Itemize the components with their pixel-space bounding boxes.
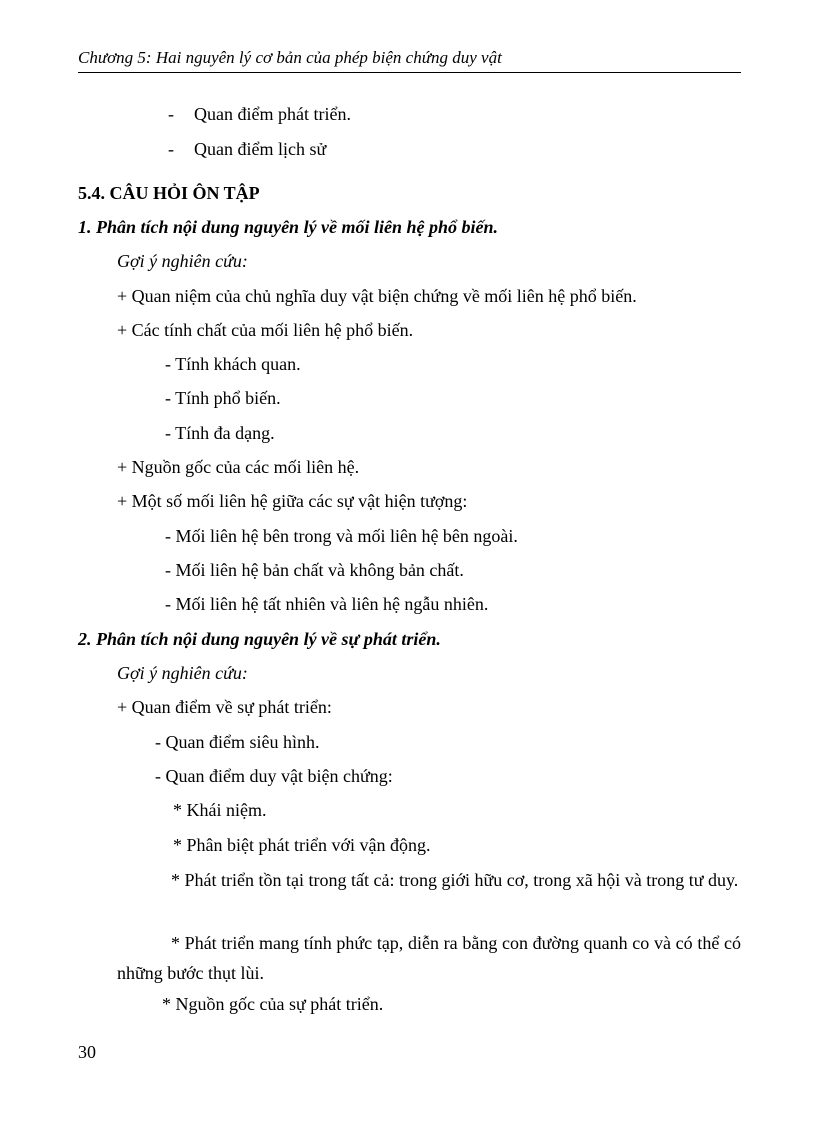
section-title: 5.4. CÂU HỎI ÔN TẬP — [78, 183, 260, 203]
list-item: - Tính khách quan. — [165, 354, 301, 374]
list-item: - Quan điểm duy vật biện chứng: — [155, 766, 393, 786]
list-item: - Tính phổ biến. — [165, 388, 281, 408]
sub-item: * Khái niệm. — [173, 800, 267, 820]
list-item: - Mối liên hệ bản chất và không bản chất. — [165, 560, 464, 580]
page-number: 30 — [78, 1042, 96, 1062]
list-item-text: Quan điểm phát triển. — [194, 104, 351, 124]
question-1-point: + Quan niệm của chủ nghĩa duy vật biện chứng về mối liên hệ phổ biến. — [117, 286, 637, 306]
question-1-hint: Gợi ý nghiên cứu: — [117, 251, 248, 271]
paragraph: * Phát triển tồn tại trong tất cả: trong giới hữu cơ, trong xã hội và trong tư duy. — [171, 870, 739, 890]
list-item: - Quan điểm phát triển. — [168, 104, 351, 124]
list-item: - Quan điểm lịch sử — [168, 139, 327, 159]
sub-item: * Phân biệt phát triển với vận động. — [173, 835, 431, 855]
list-item-text: Quan điểm lịch sử — [194, 139, 327, 159]
list-item: - Tính đa dạng. — [165, 423, 275, 443]
question-1-point: + Nguồn gốc của các mối liên hệ. — [117, 457, 360, 477]
question-2-title: 2. Phân tích nội dung nguyên lý về sự phát triển. — [78, 629, 441, 649]
list-item: - Mối liên hệ bên trong và mối liên hệ bên ngoài. — [165, 526, 518, 546]
question-2-hint: Gợi ý nghiên cứu: — [117, 663, 248, 683]
question-1-point: + Các tính chất của mối liên hệ phổ biến. — [117, 320, 414, 340]
question-1-point: + Một số mối liên hệ giữa các sự vật hiện tượng: — [117, 491, 468, 511]
running-header: Chương 5: Hai nguyên lý cơ bản của phép biện chứng duy vật — [78, 48, 502, 67]
sub-item: * Nguồn gốc của sự phát triển. — [162, 994, 384, 1014]
header-rule — [78, 72, 741, 73]
question-1-title: 1. Phân tích nội dung nguyên lý về mối liên hệ phổ biến. — [78, 217, 499, 237]
list-item: - Quan điểm siêu hình. — [155, 732, 320, 752]
question-2-point: + Quan điểm về sự phát triển: — [117, 697, 332, 717]
paragraph: * Phát triển mang tính phức tạp, diễn ra bằng con đường quanh co và có thể có những bước thụt lùi. — [117, 933, 741, 983]
list-item: - Mối liên hệ tất nhiên và liên hệ ngẫu nhiên. — [165, 594, 489, 614]
